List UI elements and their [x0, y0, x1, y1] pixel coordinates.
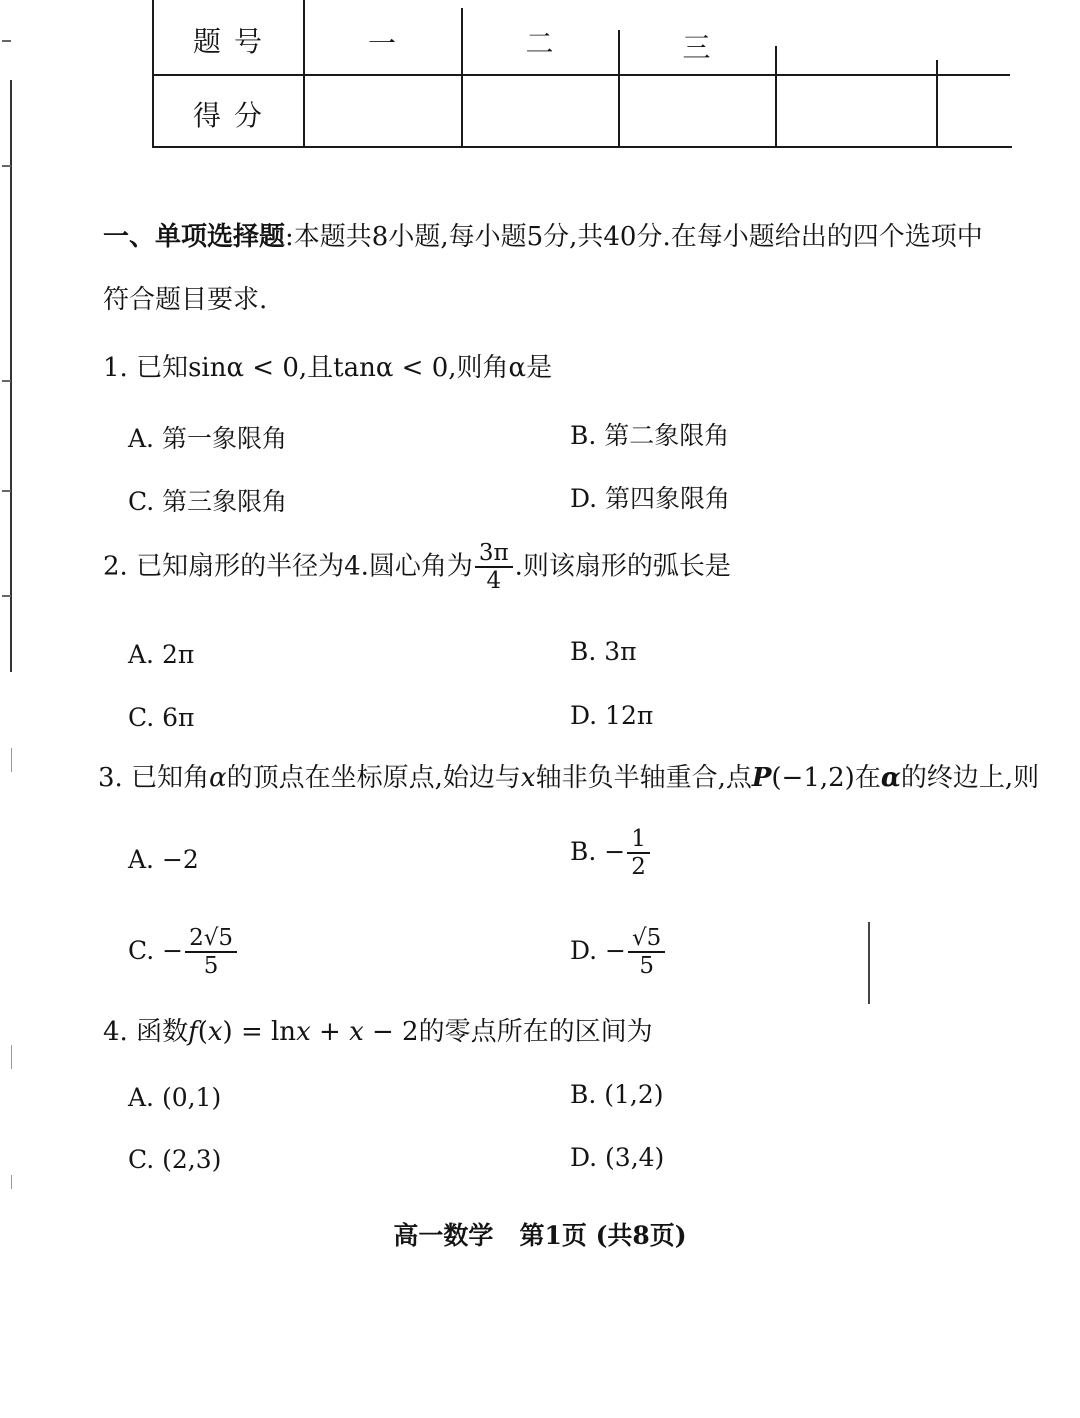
page-footer: 高一数学 第1页 (共8页) [393, 1221, 687, 1250]
fraction-numerator: 2√5 [185, 925, 237, 953]
q3-text-part: 的顶点在坐标原点,始边与 [226, 763, 521, 793]
table-col-divider [775, 46, 777, 148]
x-symbol: x [207, 1017, 223, 1047]
fraction-numerator: 1 [627, 826, 650, 854]
q3-text-part: 的终边上,则 [900, 763, 1040, 793]
fraction-numerator: 3π [475, 540, 513, 568]
q2-option-d: D. 12π [570, 701, 654, 730]
q2-option-a: A. 2π [128, 640, 195, 669]
x-symbol: x [520, 763, 536, 793]
table-col-divider [936, 60, 938, 148]
score-table [152, 0, 1012, 150]
q3-text-part: 3. 已知角 [98, 763, 210, 793]
q2-suffix: .则该扇形的弧长是 [514, 551, 731, 582]
margin-dash [11, 1175, 12, 1189]
fraction-denominator: 5 [639, 953, 654, 980]
q3-option-b-fraction [627, 826, 650, 881]
fraction-denominator: 5 [203, 953, 219, 980]
q2-prefix: 2. 已知扇形的半径为4.圆心角为 [103, 551, 473, 582]
q3-option-d [570, 925, 667, 980]
margin-tick [2, 165, 11, 167]
margin-dash [11, 1045, 12, 1069]
option-prefix: D. − [570, 935, 626, 965]
f-symbol: f [188, 1017, 198, 1047]
q1-option-b: B. 第二象限角 [570, 421, 730, 450]
q2-option-c: C. 6π [128, 703, 195, 732]
q3-option-c [128, 925, 239, 980]
margin-tick [2, 595, 11, 597]
question-3-text [98, 763, 1039, 794]
fraction-numerator: √5 [628, 925, 665, 953]
x-symbol: x [296, 1017, 311, 1047]
stray-scan-line [868, 922, 870, 1004]
q4-option-b: B. (1,2) [570, 1080, 664, 1109]
q1-option-c: C. 第三象限角 [128, 487, 288, 516]
table-row-divider [152, 74, 1010, 76]
section-instructions: :本题共8小题,每小题5分,共40分.在每小题给出的四个选项中 [285, 222, 983, 252]
margin-tick [2, 380, 11, 382]
q3-option-d-fraction [628, 925, 665, 980]
q4-text-part: + [310, 1017, 350, 1047]
q4-option-d: D. (3,4) [570, 1143, 665, 1172]
margin-tick [2, 490, 11, 492]
option-prefix: B. − [570, 836, 626, 866]
alpha-symbol: α [880, 763, 901, 793]
q4-text-part: ) = ln [222, 1017, 297, 1047]
q1-option-a: A. 第一象限角 [128, 424, 287, 453]
column-header-2: 二 [525, 27, 556, 60]
question-4-text [103, 1017, 653, 1048]
q3-option-a: A. −2 [128, 845, 199, 874]
margin-dash [11, 748, 12, 772]
table-bottom-border [152, 146, 1012, 148]
x-symbol: x [349, 1017, 364, 1047]
q4-text-part: 4. 函数 [103, 1017, 189, 1047]
fraction-denominator: 4 [486, 568, 502, 595]
section-heading [103, 222, 983, 253]
binding-margin-line [10, 80, 12, 672]
q3-text-part: 轴非负半轴重合,点 [535, 763, 752, 793]
row-label-question-number: 题 号 [193, 25, 264, 58]
q4-text-part: − 2的零点所在的区间为 [363, 1017, 653, 1047]
option-prefix: C. − [128, 935, 184, 965]
row-label-score: 得 分 [193, 99, 264, 132]
section-heading-line2: 符合题目要求. [103, 285, 268, 315]
q4-text-part: ( [197, 1017, 208, 1047]
q1-option-d: D. 第四象限角 [570, 484, 731, 513]
column-header-1: 一 [367, 27, 398, 60]
q4-option-c: C. (2,3) [128, 1145, 222, 1174]
q2-central-angle-fraction [475, 540, 513, 595]
column-header-3: 三 [682, 31, 713, 64]
q3-option-b [570, 826, 652, 881]
q3-option-c-fraction [185, 925, 237, 980]
q3-text-part: (−1,2)在 [771, 763, 881, 793]
q2-option-b: B. 3π [570, 637, 637, 666]
margin-tick [2, 40, 11, 42]
q4-option-a: A. (0,1) [128, 1083, 222, 1112]
question-2-text [103, 540, 731, 595]
alpha-symbol: α [209, 763, 227, 793]
point-p-symbol: P [751, 763, 772, 793]
question-1-text: 1. 已知sinα < 0,且tanα < 0,则角α是 [103, 353, 553, 383]
section-title: 一、单项选择题 [103, 222, 286, 252]
fraction-denominator: 2 [631, 854, 646, 881]
